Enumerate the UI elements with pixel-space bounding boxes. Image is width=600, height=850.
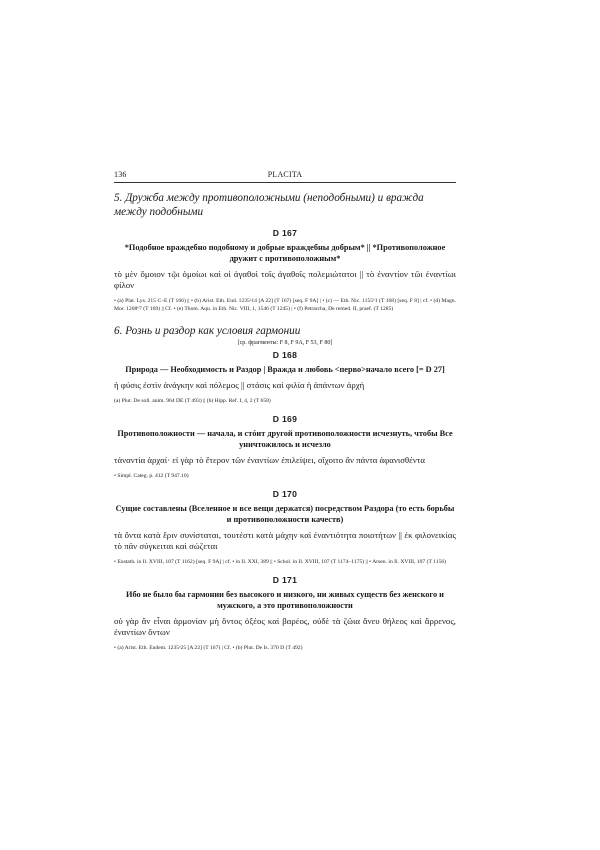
- source-notes-d167: • (a) Plat. Lys. 215 C–E (T 166) || • (b) Arist. Eth. Eud. 1235ᵃ14 [A 22] (T 167) [seq. F 9A] | • (c) — Eth. Nic. 1155ᵇ1 (T 168) [seq. F 8] | cf. • (d) Magn. Mor. 1208ᵇ7 (T 169) || Cf. • (e) Thom. Aqu. in Eth. Nic. VIII, 1, 1546 (T 1245) | • (f) Petrarcha, De remed. II, praef. (T 1285): [114, 298, 456, 312]
- source-notes-d170: • Eustath. in Il. XVIII, 107 (T 1162) [seq. F 9A] | cf. • in Il. XXI, 389 || • Schol. in Il. XVIII, 107 (T 1174–1175) || • Arsen. in Il. XVIII, 107 (T 1156): [114, 559, 447, 565]
- fragment-title-d171: Ибо не было бы гармонии без высокого и низкого, ни живых существ без женского и мужского, а это противоположности: [126, 590, 444, 610]
- header-rule: [114, 182, 456, 183]
- greek-text-d168: ἡ φύσις ἐστὶν ἀνάγκην καὶ πόλεμος || στάσις καὶ φιλία ἡ ἁπάντων ἀρχή: [114, 380, 365, 390]
- fragment-title-d168: Природа — Необходимость и Раздор | Вражда и любовь <перво>начало всего [= D 27]: [125, 364, 445, 374]
- book-page: [114, 170, 456, 652]
- fragment-id-d169: D 169: [272, 414, 298, 424]
- fragment-id-d168: D 168: [272, 349, 298, 360]
- fragment-crossref: [ср. фрагменты: F 8, F 9A, F 53, F 80]: [237, 339, 333, 346]
- fragment-id-d170: D 170: [272, 489, 298, 499]
- section-title-5: 5. Дружба между противоположными (неподобными) и вражда между подобными: [114, 192, 424, 218]
- source-notes-d168: (a) Plut. De soll. anim. 964 DE (T 493) || (b) Hipp. Ref. I, 4, 2 (T 658): [114, 398, 271, 404]
- greek-text-d167: τὸ μὲν ὅμοιον τῷι ὁμοίωι καὶ οἱ ἀγαθοὶ τοῖς ἀγαθοῖς πολεμιώτατοι || τὸ ἐναντίον τῶι ἐναντίωι φίλον: [114, 269, 456, 290]
- fragment-id-d167: D 167: [272, 228, 298, 238]
- greek-text-d169: τἀναντία ἀρχαί· εἰ γὰρ τὸ ἕτερον τῶν ἐναντίων ἐπιλείψει, οἴχοιτο ἂν πάντα ἀφανισθέντα: [114, 455, 425, 465]
- section-title-6: 6. Рознь и раздор как условия гармонии: [114, 325, 301, 337]
- fragment-title-d167: *Подобное враждебно подобному и добрые враждебны добрым* || *Противоположное дружит с противоположным*: [124, 243, 446, 263]
- running-title: PLACITA: [267, 170, 303, 179]
- fragment-title-d169: Противоположности — начала, и стóит другой противоположности исчезнуть, чтобы Все уничтожилось и исчезло: [117, 429, 453, 449]
- greek-text-d170: τὰ ὄντα κατὰ ἔριν συνίσταται, τουτέστι κατὰ μάχην καὶ ἐναντιότητα ποιοτήτων || ἐκ φιλονεικίας τὸ πᾶν σύγκειται καὶ σώζεται: [114, 530, 456, 551]
- greek-text-d171: οὐ γὰρ ἂν εἶναι ἁρμονίαν μὴ ὄντος ὀξέος καὶ βαρέος, οὐδὲ τὰ ζῶια ἄνευ θήλεος καὶ ἄρρενος, ἐναντίων ὄντων: [114, 616, 456, 637]
- fragment-id-d171: D 171: [272, 575, 298, 585]
- page-number: 136: [114, 170, 127, 179]
- source-notes-d169: • Simpl. Categ. p. 412 (T 947.10): [114, 473, 189, 479]
- page-header: [114, 170, 456, 179]
- fragment-title-d170: Сущие составлены (Вселенное и все вещи держатся) посредством Раздора (то есть борьбы и противоположности качеств): [115, 504, 455, 524]
- source-notes-d171: • (a) Arist. Eth. Eudem. 1235ᵃ25 [A 22] (T 167) | Cf. • (b) Plut. De Is. 370 D (T 492): [114, 645, 303, 651]
